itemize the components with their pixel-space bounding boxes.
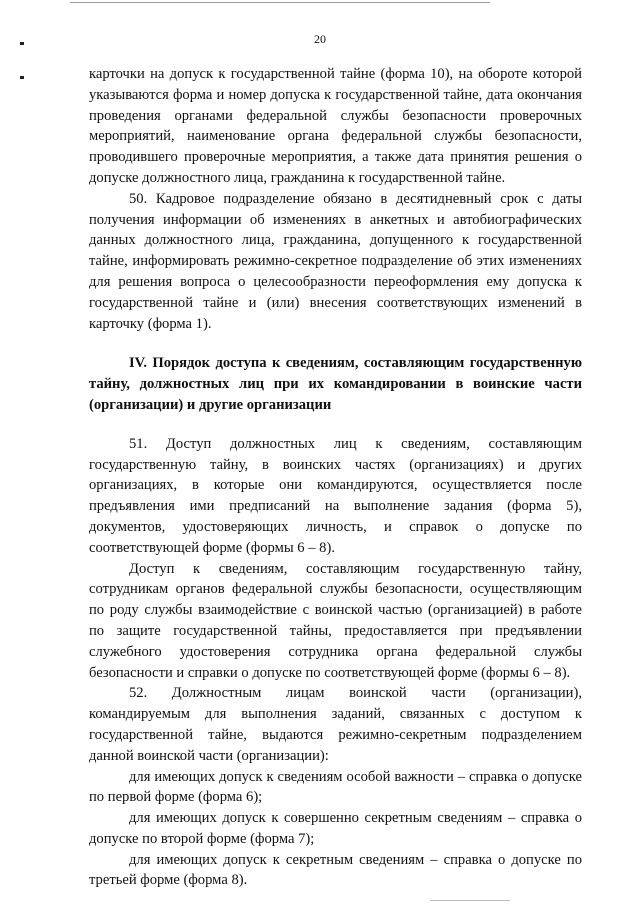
list-item-form-7: для имеющих допуск к совершенно секретным сведениям – справка о допуске по второй форме (форма 7); [89, 810, 582, 847]
paragraph-52: 52. Должностным лицам воинской части (организации), командируемым для выполнения заданий, связанных с доступом к государственной тайне, выдаются режимно-секретным подразделением данной воинской части (организации): [89, 685, 582, 764]
margin-mark [20, 42, 24, 45]
margin-mark [20, 76, 24, 79]
page-number: 20 [314, 32, 326, 46]
paragraph-51: 51. Доступ должностных лиц к сведениям, составляющим государственную тайну, в воинских частях (организациях) и других организациях, в которые они командируются, осуществляется после предъявления ими предписаний на выполнение задания (форма 5), документов, удостоверяющих личность, и справок о допуске по соответствующей форме (формы 6 – 8). [89, 435, 582, 556]
document-body [89, 64, 582, 891]
paragraph-access-fsb: Доступ к сведениям, составляющим государственную тайну, сотрудникам органов федеральной службы безопасности, осуществляющим по роду службы взаимодействие с воинской частью (организацией) в работе по защите государственной тайны, предоставляется при предъявлении служебного удостоверения сотрудника органа федеральной службы безопасности и справки о допуске по соответствующей форме (формы 6 – 8). [89, 560, 582, 681]
list-item-form-8: для имеющих допуск к секретным сведениям – справка о допуске по третьей форме (форма 8). [89, 851, 582, 889]
bottom-border-line [430, 900, 510, 901]
section-heading: IV. Порядок доступа к сведениям, составляющим государственную тайну, должностных лиц при их командировании в воинские части (организации) и другие организации [89, 355, 582, 413]
top-border-line [70, 2, 490, 3]
paragraph-50: 50. Кадровое подразделение обязано в десятидневный срок с даты получения информации об изменениях в анкетных и автобиографических данных должностного лица, гражданина, допущенного к государственной тайне, информировать режимно-секретное подразделение об этих изменениях для решения вопроса о целесообразности переоформления ему допуска к государственной тайне и (или) внесения соответствующих изменений в карточку (форма 1). [89, 190, 582, 332]
list-item-form-6: для имеющих допуск к сведениям особой важности – справка о допуске по первой форме (форма 6); [89, 768, 582, 806]
paragraph-continuation: карточки на допуск к государственной тайне (форма 10), на обороте которой указываются форма и номер допуска к государственной тайне, дата окончания проведения органами федеральной службы безопасности проверочных мероприятий, наименование органа федеральной службы безопасности, проводившего проверочные мероприятия, а также дата принятия решения о допуске должностного лица, гражданина к государственной тайне. [89, 66, 582, 186]
